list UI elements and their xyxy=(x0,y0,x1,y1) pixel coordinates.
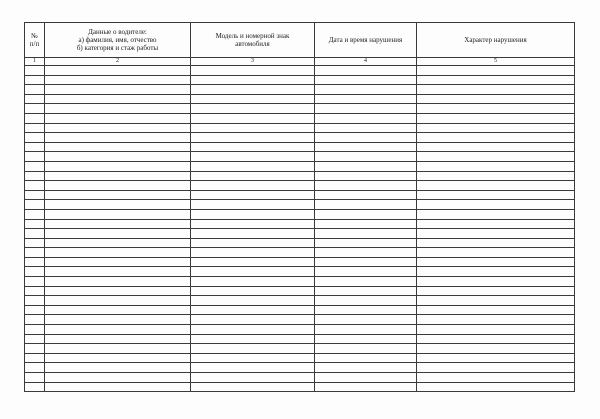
table-cell xyxy=(45,171,191,181)
table-cell xyxy=(45,181,191,191)
header-driver-data: Данные о водителе: а) фамилия, имя, отчество б) категория и стаж работы xyxy=(45,23,191,58)
table-cell xyxy=(45,325,191,335)
table-cell xyxy=(315,104,417,114)
table-row xyxy=(25,142,575,152)
table-row xyxy=(25,305,575,315)
table-cell xyxy=(45,123,191,133)
table-cell xyxy=(45,344,191,354)
table-cell xyxy=(191,363,315,373)
table-row xyxy=(25,267,575,277)
table-cell xyxy=(45,286,191,296)
table-cell xyxy=(417,382,575,392)
table-cell xyxy=(315,238,417,248)
table-cell xyxy=(417,133,575,143)
table-cell xyxy=(417,161,575,171)
table-cell xyxy=(25,66,45,76)
table-cell xyxy=(25,190,45,200)
table-cell xyxy=(191,305,315,315)
table-row xyxy=(25,344,575,354)
table-cell xyxy=(25,209,45,219)
table-cell xyxy=(45,85,191,95)
table-row xyxy=(25,94,575,104)
header-number: № п/п xyxy=(25,23,45,58)
column-number: 3 xyxy=(191,58,315,66)
table-cell xyxy=(315,315,417,325)
table-cell xyxy=(191,75,315,85)
table-cell xyxy=(191,190,315,200)
table-cell xyxy=(417,296,575,306)
table-cell xyxy=(25,219,45,229)
table-cell xyxy=(191,325,315,335)
table-cell xyxy=(45,142,191,152)
table-cell xyxy=(25,229,45,239)
table-row xyxy=(25,325,575,335)
table-cell xyxy=(315,209,417,219)
table-cell xyxy=(25,113,45,123)
table-cell xyxy=(315,66,417,76)
table-cell xyxy=(315,353,417,363)
table-cell xyxy=(191,267,315,277)
table-cell xyxy=(191,286,315,296)
table-cell xyxy=(25,75,45,85)
table-cell xyxy=(315,334,417,344)
table-cell xyxy=(417,85,575,95)
table-cell xyxy=(417,229,575,239)
table-cell xyxy=(417,248,575,258)
table-cell xyxy=(315,75,417,85)
table-cell xyxy=(417,325,575,335)
table-cell xyxy=(417,257,575,267)
table-cell xyxy=(417,363,575,373)
table-cell xyxy=(25,305,45,315)
table-row xyxy=(25,190,575,200)
table-cell xyxy=(191,238,315,248)
table-cell xyxy=(315,142,417,152)
table-row xyxy=(25,334,575,344)
table-row xyxy=(25,363,575,373)
table-cell xyxy=(315,190,417,200)
table-row xyxy=(25,373,575,383)
table-cell xyxy=(191,296,315,306)
table-cell xyxy=(417,334,575,344)
table-cell xyxy=(25,181,45,191)
table-cell xyxy=(45,200,191,210)
table-cell xyxy=(417,152,575,162)
table-cell xyxy=(315,257,417,267)
table-row xyxy=(25,171,575,181)
table-row xyxy=(25,353,575,363)
table-row xyxy=(25,229,575,239)
table-cell xyxy=(191,94,315,104)
table-cell xyxy=(45,190,191,200)
table-cell xyxy=(315,286,417,296)
table-cell xyxy=(25,353,45,363)
table-cell xyxy=(191,382,315,392)
table-cell xyxy=(25,325,45,335)
table-cell xyxy=(25,267,45,277)
table-row xyxy=(25,296,575,306)
table-cell xyxy=(191,353,315,363)
table-cell xyxy=(315,161,417,171)
table-row xyxy=(25,219,575,229)
table-cell xyxy=(417,209,575,219)
table-cell xyxy=(315,181,417,191)
table-cell xyxy=(417,94,575,104)
table-cell xyxy=(45,277,191,287)
table-cell xyxy=(45,363,191,373)
table-cell xyxy=(191,209,315,219)
table-cell xyxy=(191,257,315,267)
table-cell xyxy=(315,171,417,181)
table-cell xyxy=(45,133,191,143)
table-cell xyxy=(25,296,45,306)
table-row xyxy=(25,277,575,287)
table-cell xyxy=(191,315,315,325)
table-cell xyxy=(191,66,315,76)
table-cell xyxy=(417,286,575,296)
table-row xyxy=(25,181,575,191)
table-cell xyxy=(417,113,575,123)
table-row xyxy=(25,315,575,325)
table-cell xyxy=(191,142,315,152)
table-cell xyxy=(25,248,45,258)
table-cell xyxy=(25,277,45,287)
table-cell xyxy=(25,133,45,143)
table-row xyxy=(25,75,575,85)
column-number: 2 xyxy=(45,58,191,66)
table-cell xyxy=(45,305,191,315)
table-cell xyxy=(25,382,45,392)
table-cell xyxy=(315,363,417,373)
table-cell xyxy=(417,305,575,315)
table-cell xyxy=(45,382,191,392)
table-cell xyxy=(25,363,45,373)
table-cell xyxy=(25,85,45,95)
table-cell xyxy=(25,123,45,133)
table-cell xyxy=(191,334,315,344)
table-cell xyxy=(417,219,575,229)
table-row xyxy=(25,286,575,296)
table-body xyxy=(25,66,575,392)
table-cell xyxy=(45,257,191,267)
header-violation-type: Характер нарушения xyxy=(417,23,575,58)
column-number: 5 xyxy=(417,58,575,66)
table-cell xyxy=(45,113,191,123)
table-cell xyxy=(191,277,315,287)
table-cell xyxy=(25,171,45,181)
table-cell xyxy=(191,85,315,95)
table-cell xyxy=(45,104,191,114)
table-cell xyxy=(45,75,191,85)
table-cell xyxy=(315,296,417,306)
table-row xyxy=(25,113,575,123)
header-row xyxy=(25,23,575,58)
table-cell xyxy=(25,152,45,162)
table-cell xyxy=(417,66,575,76)
table-cell xyxy=(25,334,45,344)
table-row xyxy=(25,104,575,114)
table-cell xyxy=(417,200,575,210)
table-row xyxy=(25,133,575,143)
table-cell xyxy=(191,171,315,181)
table-cell xyxy=(315,267,417,277)
table-cell xyxy=(417,104,575,114)
column-number: 4 xyxy=(315,58,417,66)
table-cell xyxy=(45,66,191,76)
table-cell xyxy=(417,344,575,354)
table-row xyxy=(25,152,575,162)
table-cell xyxy=(315,344,417,354)
table-cell xyxy=(417,142,575,152)
table-row xyxy=(25,248,575,258)
table-cell xyxy=(191,344,315,354)
table-cell xyxy=(417,171,575,181)
table-cell xyxy=(417,267,575,277)
table-cell xyxy=(45,353,191,363)
column-number: 1 xyxy=(25,58,45,66)
table-cell xyxy=(45,229,191,239)
table-cell xyxy=(25,94,45,104)
table-cell xyxy=(417,123,575,133)
table-cell xyxy=(315,325,417,335)
table-cell xyxy=(417,238,575,248)
table-cell xyxy=(191,113,315,123)
table-cell xyxy=(45,238,191,248)
table-cell xyxy=(191,161,315,171)
table-cell xyxy=(45,219,191,229)
table-row xyxy=(25,123,575,133)
table-cell xyxy=(315,248,417,258)
table-cell xyxy=(191,133,315,143)
table-cell xyxy=(25,142,45,152)
table-cell xyxy=(45,334,191,344)
table-cell xyxy=(315,94,417,104)
table-cell xyxy=(417,353,575,363)
table-cell xyxy=(45,315,191,325)
table-cell xyxy=(25,286,45,296)
table-cell xyxy=(191,123,315,133)
table-cell xyxy=(315,113,417,123)
header-date-time: Дата и время нарушения xyxy=(315,23,417,58)
table-cell xyxy=(417,75,575,85)
table-cell xyxy=(25,257,45,267)
table-cell xyxy=(417,373,575,383)
table-cell xyxy=(25,238,45,248)
table-row xyxy=(25,238,575,248)
column-number-row xyxy=(25,58,575,66)
table-cell xyxy=(45,209,191,219)
table-cell xyxy=(417,277,575,287)
table-cell xyxy=(25,373,45,383)
table-row xyxy=(25,161,575,171)
table-cell xyxy=(191,373,315,383)
table-row xyxy=(25,85,575,95)
table-cell xyxy=(315,123,417,133)
table-cell xyxy=(25,344,45,354)
table-cell xyxy=(45,248,191,258)
header-vehicle: Модель и номерной знак автомобиля xyxy=(191,23,315,58)
table-cell xyxy=(315,200,417,210)
table-cell xyxy=(315,152,417,162)
table-cell xyxy=(25,161,45,171)
table-cell xyxy=(25,104,45,114)
table-cell xyxy=(191,229,315,239)
table-cell xyxy=(191,248,315,258)
table-cell xyxy=(191,181,315,191)
table-cell xyxy=(315,305,417,315)
table-cell xyxy=(315,229,417,239)
table-cell xyxy=(191,152,315,162)
table-cell xyxy=(45,373,191,383)
table-cell xyxy=(25,315,45,325)
table-cell xyxy=(191,104,315,114)
table-cell xyxy=(315,219,417,229)
table-row xyxy=(25,257,575,267)
table-cell xyxy=(417,315,575,325)
table-cell xyxy=(315,382,417,392)
table-cell xyxy=(45,296,191,306)
table-row xyxy=(25,382,575,392)
violations-log-table xyxy=(24,22,575,392)
table-cell xyxy=(45,152,191,162)
table-row xyxy=(25,200,575,210)
table-cell xyxy=(315,373,417,383)
table-cell xyxy=(191,200,315,210)
table-cell xyxy=(417,181,575,191)
table-cell xyxy=(45,267,191,277)
table-cell xyxy=(25,200,45,210)
table-cell xyxy=(45,161,191,171)
table-cell xyxy=(417,190,575,200)
table-cell xyxy=(315,277,417,287)
table-cell xyxy=(45,94,191,104)
table-row xyxy=(25,209,575,219)
table-cell xyxy=(315,85,417,95)
table-cell xyxy=(315,133,417,143)
table-row xyxy=(25,66,575,76)
table-cell xyxy=(191,219,315,229)
